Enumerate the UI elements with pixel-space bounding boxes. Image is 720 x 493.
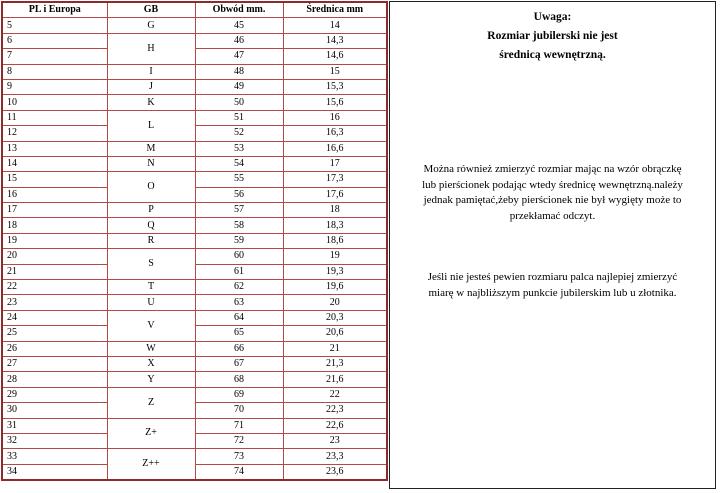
cell-circumference: 50	[195, 95, 283, 110]
cell-circumference: 51	[195, 110, 283, 125]
cell-diameter: 17,3	[283, 172, 387, 187]
table-row	[2, 310, 387, 325]
cell-circumference: 69	[195, 387, 283, 402]
cell-pl-size: 30	[2, 403, 107, 418]
table-row	[2, 187, 387, 202]
table-row	[2, 18, 387, 33]
cell-pl-size: 17	[2, 203, 107, 218]
cell-circumference: 45	[195, 18, 283, 33]
cell-diameter: 23,6	[283, 464, 387, 480]
cell-pl-size: 13	[2, 141, 107, 156]
cell-diameter: 16,3	[283, 126, 387, 141]
cell-diameter: 19	[283, 249, 387, 264]
cell-circumference: 70	[195, 403, 283, 418]
cell-pl-size: 24	[2, 310, 107, 325]
cell-gb-size: U	[107, 295, 195, 310]
cell-gb-size: T	[107, 280, 195, 295]
cell-gb-size: O	[107, 172, 195, 203]
table-row	[2, 433, 387, 448]
cell-pl-size: 19	[2, 233, 107, 248]
cell-gb-size: P	[107, 203, 195, 218]
table-header-row	[2, 2, 387, 18]
cell-gb-size: W	[107, 341, 195, 356]
paragraph-line: Można również zmierzyć rozmiar mając na wzór obrączkę	[423, 163, 682, 175]
paragraph-line: Jeśli nie jesteś pewien rozmiaru palca najlepiej zmierzyć	[427, 271, 678, 283]
note-heading	[390, 8, 715, 65]
table-row	[2, 233, 387, 248]
table-row	[2, 110, 387, 125]
table-row	[2, 326, 387, 341]
cell-gb-size: Z	[107, 387, 195, 418]
cell-gb-size: S	[107, 249, 195, 280]
note-panel	[389, 1, 716, 489]
table-row	[2, 126, 387, 141]
cell-circumference: 48	[195, 64, 283, 79]
cell-pl-size: 32	[2, 433, 107, 448]
cell-circumference: 55	[195, 172, 283, 187]
paragraph-line: przekłamać odczyt.	[509, 209, 596, 222]
cell-diameter: 21,6	[283, 372, 387, 387]
cell-pl-size: 28	[2, 372, 107, 387]
cell-pl-size: 16	[2, 187, 107, 202]
paragraph-line: miarę w najbliższym punkcie jubilerskim lub u złotnika.	[428, 286, 677, 299]
cell-pl-size: 20	[2, 249, 107, 264]
cell-circumference: 53	[195, 141, 283, 156]
table-row	[2, 218, 387, 233]
table-row	[2, 372, 387, 387]
table-row	[2, 249, 387, 264]
cell-pl-size: 6	[2, 33, 107, 48]
cell-pl-size: 34	[2, 464, 107, 480]
cell-circumference: 65	[195, 326, 283, 341]
measure-with-ring-paragraph	[396, 162, 709, 224]
cell-circumference: 46	[195, 33, 283, 48]
cell-pl-size: 31	[2, 418, 107, 433]
table-row	[2, 403, 387, 418]
cell-circumference: 47	[195, 49, 283, 64]
header-obwod: Obwód mm.	[195, 2, 283, 18]
cell-diameter: 14	[283, 18, 387, 33]
cell-circumference: 56	[195, 187, 283, 202]
table-row	[2, 356, 387, 371]
cell-circumference: 71	[195, 418, 283, 433]
cell-pl-size: 7	[2, 49, 107, 64]
table-row	[2, 449, 387, 464]
table-row	[2, 95, 387, 110]
cell-pl-size: 11	[2, 110, 107, 125]
cell-gb-size: Z+	[107, 418, 195, 449]
cell-pl-size: 26	[2, 341, 107, 356]
table-row	[2, 79, 387, 94]
cell-circumference: 59	[195, 233, 283, 248]
cell-diameter: 18,3	[283, 218, 387, 233]
table-row	[2, 418, 387, 433]
cell-pl-size: 14	[2, 156, 107, 171]
note-heading-line: średnicą wewnętrzną.	[499, 49, 606, 61]
cell-gb-size: H	[107, 33, 195, 64]
cell-circumference: 74	[195, 464, 283, 480]
cell-diameter: 20,3	[283, 310, 387, 325]
cell-pl-size: 18	[2, 218, 107, 233]
cell-diameter: 18	[283, 203, 387, 218]
cell-diameter: 17	[283, 156, 387, 171]
table-row	[2, 33, 387, 48]
cell-diameter: 20	[283, 295, 387, 310]
cell-gb-size: Z++	[107, 449, 195, 480]
cell-circumference: 62	[195, 280, 283, 295]
cell-pl-size: 10	[2, 95, 107, 110]
cell-diameter: 22	[283, 387, 387, 402]
jeweler-advice-paragraph	[396, 270, 709, 301]
table-row	[2, 464, 387, 480]
table-row	[2, 203, 387, 218]
cell-diameter: 17,6	[283, 187, 387, 202]
ring-size-table	[1, 1, 388, 481]
cell-pl-size: 27	[2, 356, 107, 371]
cell-diameter: 15,3	[283, 79, 387, 94]
cell-pl-size: 22	[2, 280, 107, 295]
cell-diameter: 15,6	[283, 95, 387, 110]
cell-circumference: 54	[195, 156, 283, 171]
cell-diameter: 22,3	[283, 403, 387, 418]
cell-circumference: 52	[195, 126, 283, 141]
table-row	[2, 280, 387, 295]
cell-circumference: 64	[195, 310, 283, 325]
cell-circumference: 63	[195, 295, 283, 310]
cell-pl-size: 12	[2, 126, 107, 141]
table-row	[2, 264, 387, 279]
cell-gb-size: K	[107, 95, 195, 110]
table-row	[2, 387, 387, 402]
cell-pl-size: 9	[2, 79, 107, 94]
cell-diameter: 23,3	[283, 449, 387, 464]
cell-circumference: 67	[195, 356, 283, 371]
cell-circumference: 57	[195, 203, 283, 218]
cell-circumference: 68	[195, 372, 283, 387]
table-row	[2, 295, 387, 310]
table-row	[2, 141, 387, 156]
cell-gb-size: L	[107, 110, 195, 141]
cell-pl-size: 21	[2, 264, 107, 279]
cell-diameter: 23	[283, 433, 387, 448]
cell-diameter: 20,6	[283, 326, 387, 341]
cell-diameter: 14,6	[283, 49, 387, 64]
cell-circumference: 66	[195, 341, 283, 356]
cell-gb-size: R	[107, 233, 195, 248]
table-row	[2, 156, 387, 171]
cell-pl-size: 25	[2, 326, 107, 341]
cell-gb-size: N	[107, 156, 195, 171]
cell-diameter: 19,3	[283, 264, 387, 279]
paragraph-line: jednak pamiętać,żeby pierścionek nie był wygięty może to	[423, 194, 682, 206]
cell-circumference: 61	[195, 264, 283, 279]
table-row	[2, 172, 387, 187]
cell-circumference: 72	[195, 433, 283, 448]
cell-gb-size: M	[107, 141, 195, 156]
cell-diameter: 22,6	[283, 418, 387, 433]
cell-diameter: 16	[283, 110, 387, 125]
table-row	[2, 341, 387, 356]
cell-diameter: 21,3	[283, 356, 387, 371]
cell-gb-size: V	[107, 310, 195, 341]
cell-pl-size: 29	[2, 387, 107, 402]
table-row	[2, 64, 387, 79]
cell-pl-size: 5	[2, 18, 107, 33]
cell-diameter: 14,3	[283, 33, 387, 48]
header-gb: GB	[107, 2, 195, 18]
paragraph-line: lub pierścionek podając wtedy średnicę wewnętrzną.należy	[422, 178, 683, 191]
cell-circumference: 60	[195, 249, 283, 264]
cell-circumference: 58	[195, 218, 283, 233]
table-body	[2, 18, 387, 480]
cell-gb-size: J	[107, 79, 195, 94]
note-heading-line: Rozmiar jubilerski nie jest	[487, 30, 618, 42]
cell-circumference: 49	[195, 79, 283, 94]
cell-gb-size: X	[107, 356, 195, 371]
cell-pl-size: 33	[2, 449, 107, 464]
cell-circumference: 73	[195, 449, 283, 464]
cell-diameter: 21	[283, 341, 387, 356]
table-row	[2, 49, 387, 64]
cell-gb-size: I	[107, 64, 195, 79]
header-pl-europa: PL i Europa	[2, 2, 107, 18]
cell-diameter: 18,6	[283, 233, 387, 248]
cell-gb-size: Y	[107, 372, 195, 387]
note-title: Uwaga:	[533, 11, 572, 23]
cell-diameter: 15	[283, 64, 387, 79]
cell-diameter: 19,6	[283, 280, 387, 295]
cell-gb-size: G	[107, 18, 195, 33]
cell-pl-size: 23	[2, 295, 107, 310]
cell-pl-size: 8	[2, 64, 107, 79]
header-srednica: Średnica mm	[283, 2, 387, 18]
cell-gb-size: Q	[107, 218, 195, 233]
cell-pl-size: 15	[2, 172, 107, 187]
cell-diameter: 16,6	[283, 141, 387, 156]
